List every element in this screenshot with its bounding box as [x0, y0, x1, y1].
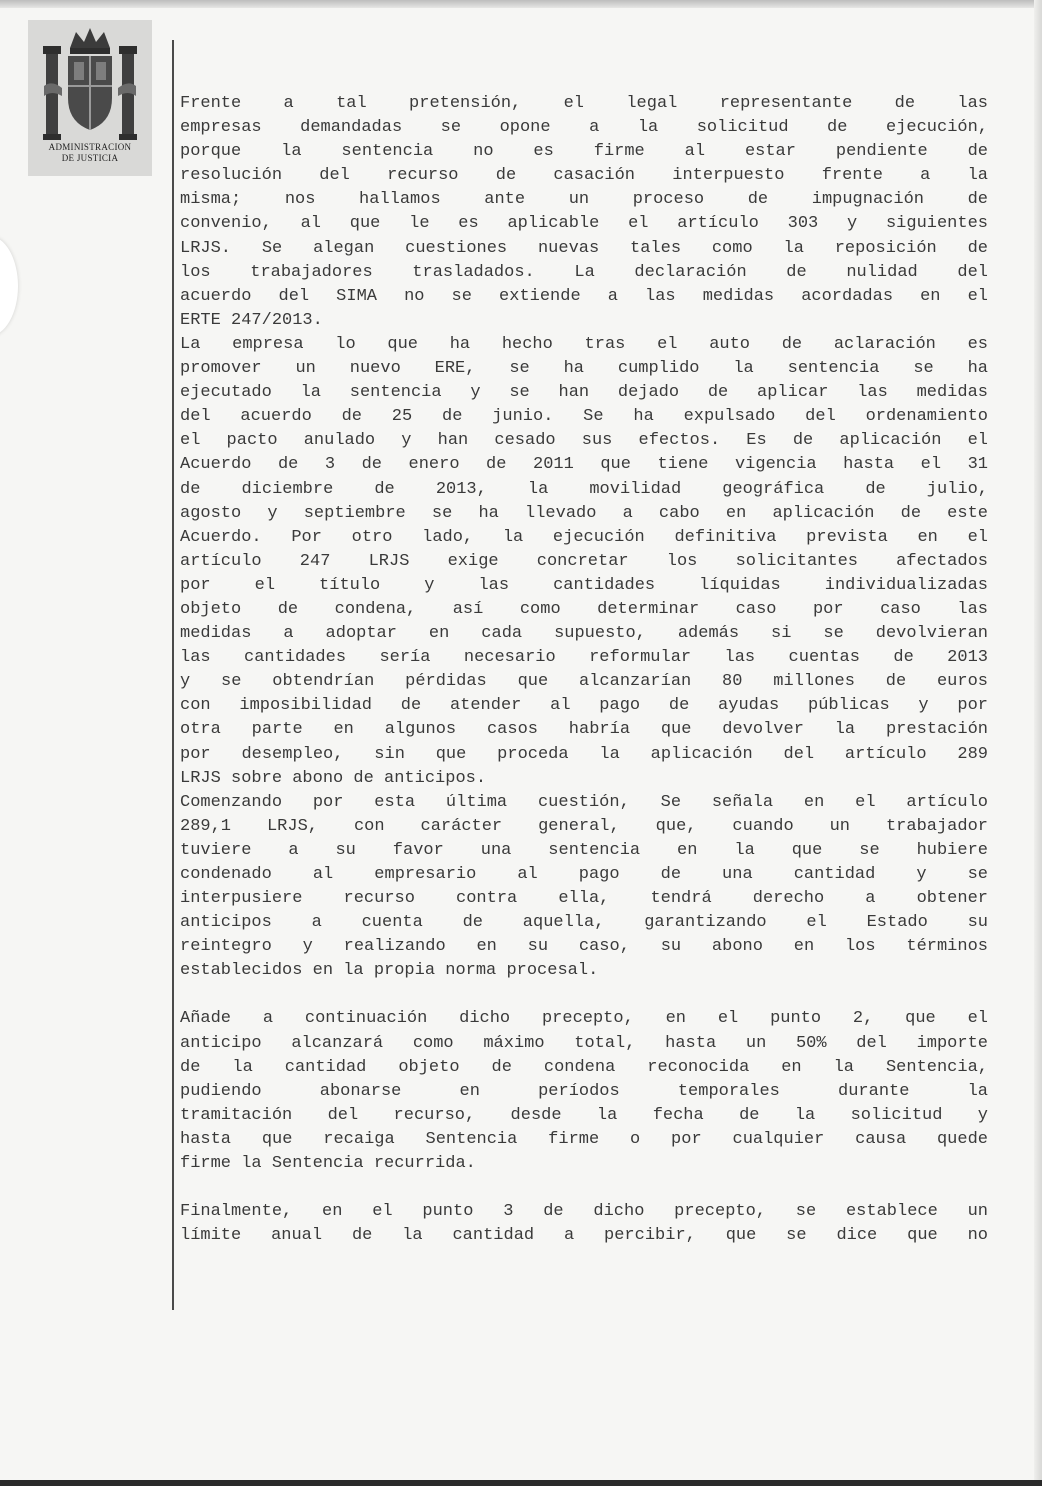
paragraph — [180, 1200, 988, 1248]
text-line: por el título y las cantidades líquidas individualizadas — [180, 575, 988, 595]
text-line: anticipos a cuenta de aquella, garantizando el Estado su — [180, 913, 988, 933]
text-line: tramitación del recurso, desde la fecha de la solicitud y — [180, 1105, 988, 1125]
text-line: LRJS. Se alegan cuestiones nuevas tales como la reposición de — [180, 238, 988, 258]
text-line: 289,1 LRJS, con carácter general, que, cuando un trabajador — [180, 816, 988, 836]
text-line: firme la Sentencia recurrida. — [180, 1154, 476, 1174]
text-line: interpusiere recurso contra ella, tendrá derecho a obtener — [180, 889, 988, 909]
text-line: hasta que recaiga Sentencia firme o por cualquier causa quede — [180, 1129, 988, 1149]
text-line: Finalmente, en el punto 3 de dicho precepto, se establece un — [180, 1202, 988, 1222]
paragraph — [180, 92, 988, 333]
text-line: y se obtendrían pérdidas que alcanzarían 80 millones de euros — [180, 672, 988, 692]
right-edge — [1034, 0, 1042, 1486]
text-line: Añade a continuación dicho precepto, en el punto 2, que el — [180, 1009, 988, 1029]
text-line: de la cantidad objeto de condena reconocida en la Sentencia, — [180, 1057, 988, 1077]
text-line: con imposibilidad de atender al pago de ayudas públicas y por — [180, 696, 988, 716]
text-line: tuviere a su favor una sentencia en la que se hubiere — [180, 840, 988, 860]
text-line: el pacto anulado y han cesado sus efectos. Es de aplicación el — [180, 431, 988, 451]
paragraph — [180, 333, 988, 791]
text-line: convenio, al que le es aplicable el artículo 303 y siguientes — [180, 214, 988, 234]
text-line: Acuerdo. Por otro lado, la ejecución definitiva prevista en el — [180, 527, 988, 547]
text-line: LRJS sobre abono de anticipos. — [180, 768, 487, 788]
text-line: establecidos en la propia norma procesal. — [180, 961, 599, 981]
text-line: los trabajadores trasladados. La declaración de nulidad del — [180, 262, 988, 282]
margin-rule — [172, 40, 174, 1310]
text-line: pudiendo abonarse en períodos temporales durante la — [180, 1081, 988, 1101]
text-line: misma; nos hallamos ante un proceso de impugnación de — [180, 190, 988, 210]
text-line: del acuerdo de 25 de junio. Se ha expulsado del ordenamiento — [180, 407, 988, 427]
text-line: porque la sentencia no es firme al estar pendiente de — [180, 142, 988, 162]
text-line: promover un nuevo ERE, se ha cumplido la sentencia se ha — [180, 359, 988, 379]
text-line: Comenzando por esta última cuestión, Se señala en el artículo — [180, 792, 988, 812]
top-edge — [0, 0, 1042, 8]
logo-text-line: ADMINISTRACION — [48, 142, 132, 152]
text-line: anticipo alcanzará como máximo total, hasta un 50% del importe — [180, 1033, 988, 1053]
text-line: reintegro y realizando en su caso, su abono en los términos — [180, 937, 988, 957]
text-line: Frente a tal pretensión, el legal representante de las — [180, 94, 988, 113]
text-line: La empresa lo que ha hecho tras el auto de aclaración es — [180, 334, 988, 354]
paragraph — [180, 1007, 988, 1176]
bottom-edge — [0, 1480, 1042, 1486]
justice-administration-logo — [28, 20, 152, 176]
text-line: medidas a adoptar en cada supuesto, además si se devolvieran — [180, 624, 988, 644]
coat-of-arms-icon — [40, 26, 140, 142]
text-line: de diciembre de 2013, la movilidad geográfica de julio, — [180, 479, 988, 499]
text-line: artículo 247 LRJS exige concretar los solicitantes afectados — [180, 551, 988, 571]
text-line: Acuerdo de 3 de enero de 2011 que tiene vigencia hasta el 31 — [180, 455, 988, 475]
text-line: las cantidades sería necesario reformular las cuentas de 2013 — [180, 648, 988, 668]
text-line: condenado al empresario al pago de una cantidad y se — [180, 865, 988, 884]
text-line: ejecutado la sentencia y se han dejado de aplicar las medidas — [180, 383, 988, 403]
text-line: acuerdo del SIMA no se extiende a las medidas acordadas en el — [180, 286, 988, 306]
text-line: por desempleo, sin que proceda la aplicación del artículo 289 — [180, 744, 988, 764]
text-line: empresas demandadas se opone a la solicitud de ejecución, — [180, 118, 988, 138]
side-tab-handle[interactable] — [0, 236, 18, 336]
paragraph — [180, 791, 988, 984]
text-line: ERTE 247/2013. — [180, 310, 323, 330]
document-body — [180, 92, 988, 1248]
text-line: otra parte en algunos casos habría que devolver la prestación — [180, 720, 988, 740]
text-line: límite anual de la cantidad a percibir, que se dice que no — [180, 1226, 988, 1246]
text-line: resolución del recurso de casación interpuesto frente a la — [180, 166, 988, 186]
text-line: agosto y septiembre se ha llevado a cabo en aplicación de este — [180, 503, 988, 523]
logo-text-line: DE JUSTICIA — [61, 153, 119, 163]
text-line: objeto de condena, así como determinar caso por caso las — [180, 599, 988, 619]
